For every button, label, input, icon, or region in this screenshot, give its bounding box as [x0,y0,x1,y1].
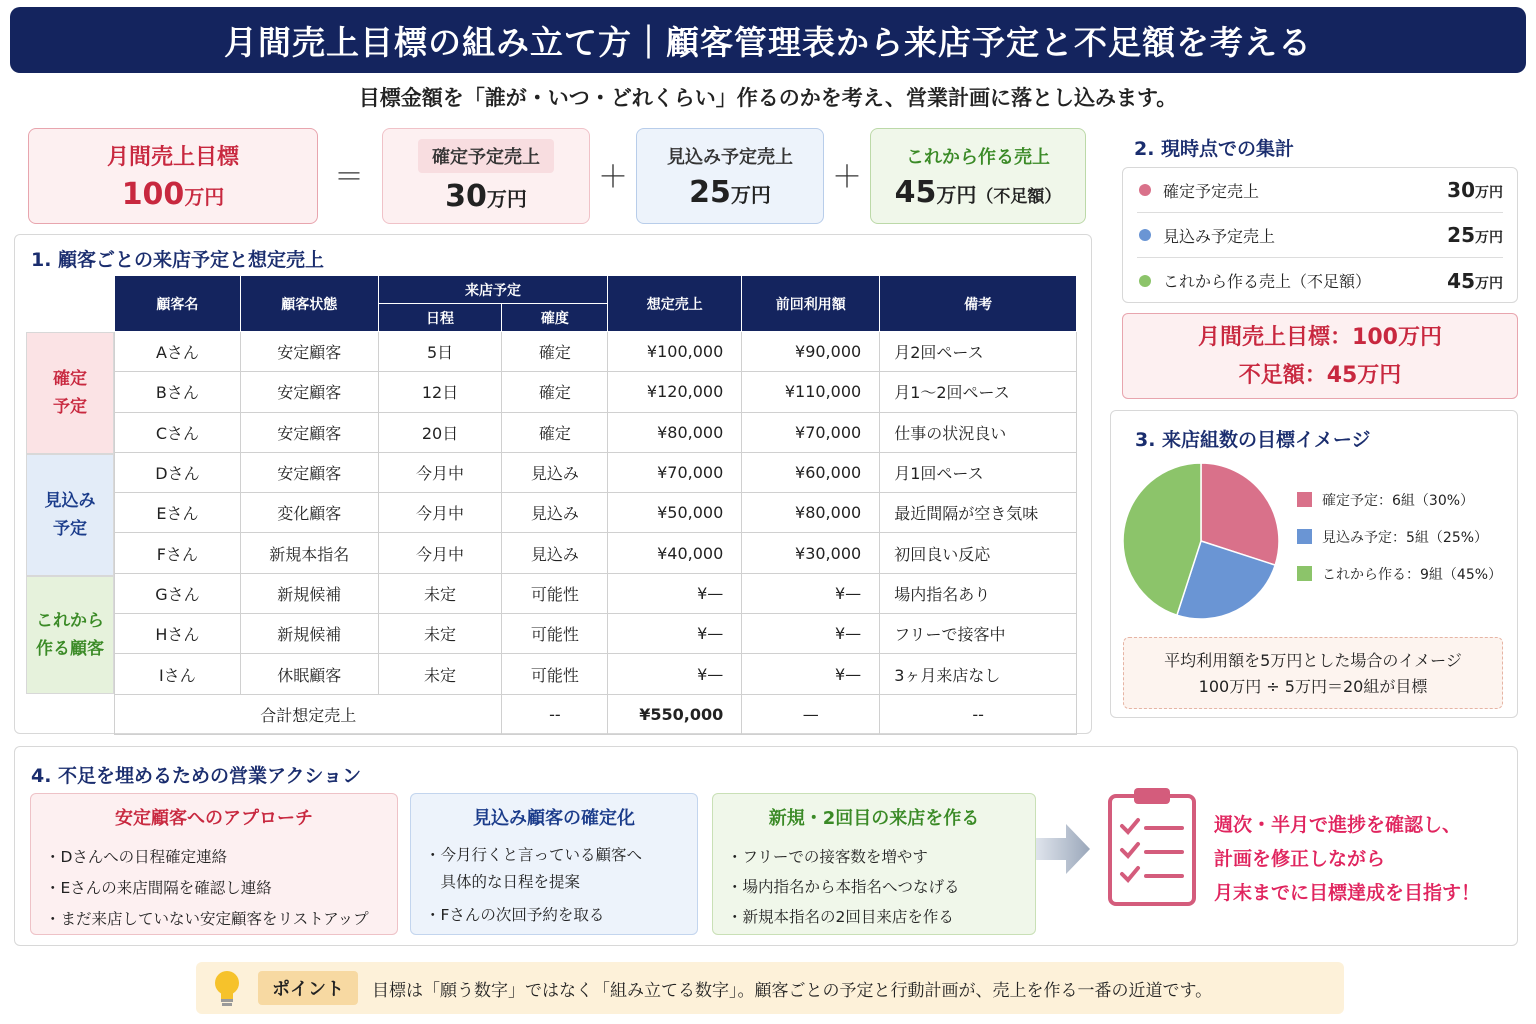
cell-last: ¥70,000 [742,412,880,452]
cell-certainty: 可能性 [502,614,608,654]
action-card-new [712,793,1036,935]
legend-item [1297,481,1502,518]
legend-swatch [1297,566,1312,581]
cell-name: Bさん [115,372,241,412]
cell-sales: ¥— [608,573,742,613]
cell-status: 安定顧客 [240,452,378,492]
cell-name: Aさん [115,332,241,372]
cell-last: ¥90,000 [742,332,880,372]
table-row [115,493,1077,533]
cell-last: ¥30,000 [742,533,880,573]
cell-name: Dさん [115,452,241,492]
pie-chart [1121,461,1281,621]
summary-panel [1122,167,1518,303]
total-last: — [742,694,880,734]
action-item: 具体的な日程を提案 [425,873,581,891]
section3-title: 3. 来店組数の目標イメージ [1135,429,1371,451]
closing-message [1214,808,1480,910]
table-row [115,573,1077,613]
cell-date: 未定 [378,573,502,613]
legend-swatch [1297,529,1312,544]
cell-name: Hさん [115,614,241,654]
cell-certainty: 可能性 [502,573,608,613]
cell-name: Eさん [115,493,241,533]
summary-label: 確定予定売上 [1163,181,1260,201]
cell-date: 20日 [378,412,502,452]
cell-certainty: 確定 [502,332,608,372]
cell-date: 未定 [378,654,502,694]
cell-last: ¥80,000 [742,493,880,533]
section1-title: 1. 顧客ごとの来店予定と想定売上 [31,249,325,271]
cell-status: 新規候補 [240,614,378,654]
cell-date: 5日 [378,332,502,372]
action-card-expected [410,793,698,935]
action-item: ・Eさんの来店間隔を確認し連絡 [45,879,272,897]
equals-sign: ＝ [334,160,364,195]
table-row [115,533,1077,573]
summary-row [1137,258,1503,303]
table-row [115,412,1077,452]
cell-sales: ¥100,000 [608,332,742,372]
table-row [115,654,1077,694]
cell-status: 変化顧客 [240,493,378,533]
summary-value: 30万円 [1447,178,1503,202]
confirmed-value: 30万円 [445,178,527,214]
summary-row [1137,213,1503,258]
legend-label: これから作る：9組（45%） [1322,566,1503,583]
action-item: ・今月行くと言っている顧客へ [425,846,643,864]
summary-dot [1139,275,1151,287]
header-last: 前回利用額 [742,276,880,332]
cell-certainty: 見込み [502,533,608,573]
cell-sales: ¥50,000 [608,493,742,533]
pie-legend [1297,481,1502,592]
page-title: 月間売上目標の組み立て方｜顧客管理表から来店予定と不足額を考える [10,7,1526,73]
average-note-line1: 平均利用額を5万円とした場合のイメージ [1164,651,1462,670]
visit-goal-panel [1110,410,1518,718]
cell-last: ¥— [742,573,880,613]
tip-text: 目標は「願う数字」ではなく「組み立てる数字」。顧客ごとの予定と行動計画が、売上を作る一番の近道です。 [372,980,1213,1001]
plus-sign-1: ＋ [598,160,628,195]
group-future: これから 作る顧客 [26,576,114,694]
legend-item [1297,555,1502,592]
action-item: ・場内指名から本指名へつなげる [727,878,960,896]
legend-item [1297,518,1502,555]
total-row [115,694,1077,734]
summary-label: これから作る売上（不足額） [1163,272,1372,291]
tip-bar [196,962,1344,1014]
cell-status: 安定顧客 [240,412,378,452]
future-value: 45万円（不足額） [894,174,1062,210]
legend-label: 見込み予定：5組（25%） [1322,529,1489,546]
cell-certainty: 見込み [502,493,608,533]
cell-status: 新規本指名 [240,533,378,573]
tip-badge: ポイント [258,971,358,1005]
summary-dot [1139,184,1151,196]
cell-certainty: 確定 [502,412,608,452]
cell-last: ¥110,000 [742,372,880,412]
cell-note: 月1〜2回ペース [880,372,1077,412]
cell-date: 今月中 [378,533,502,573]
summary-row [1137,168,1503,213]
action-card-heading: 見込み顧客の確定化 [473,808,635,829]
group-expected: 見込み 予定 [26,454,114,576]
table-row [115,372,1077,412]
closing-line: 週次・半月で進捗を確認し、 [1214,814,1462,836]
summary-value: 25万円 [1447,223,1503,247]
arrow-right-icon [1036,822,1092,876]
cell-certainty: 確定 [502,372,608,412]
table-row [115,614,1077,654]
total-certainty: -- [502,694,608,734]
table-row [115,452,1077,492]
section2-title: 2. 現時点での集計 [1134,138,1295,160]
action-card-heading: 新規・2回目の来店を作る [768,808,980,829]
cell-note: 場内指名あり [880,573,1077,613]
cell-sales: ¥70,000 [608,452,742,492]
action-item: ・Dさんへの日程確定連絡 [45,848,228,866]
lightbulb-icon [210,968,244,1008]
cell-date: 今月中 [378,452,502,492]
action-card-heading: 安定顧客へのアプローチ [115,808,313,829]
confirmed-box [382,128,590,224]
summary-label: 見込み予定売上 [1163,226,1276,246]
action-card-stable [30,793,398,935]
cell-status: 安定顧客 [240,372,378,412]
target-shortfall-box [1122,313,1518,399]
summary-value: 45万円 [1447,268,1503,293]
action-item: ・まだ来店していない安定顧客をリストアップ [45,910,369,928]
shortfall-line: 不足額：45万円 [1238,363,1402,388]
cell-note: 最近間隔が空き気味 [880,493,1077,533]
header-sales: 想定売上 [608,276,742,332]
table-row [115,332,1077,372]
cell-date: 12日 [378,372,502,412]
cell-note: フリーで接客中 [880,614,1077,654]
header-date: 日程 [378,304,502,332]
expected-box [636,128,824,224]
cell-last: ¥60,000 [742,452,880,492]
cell-note: 仕事の状況良い [880,412,1077,452]
cell-date: 今月中 [378,493,502,533]
cell-name: Cさん [115,412,241,452]
cell-certainty: 可能性 [502,654,608,694]
cell-name: Fさん [115,533,241,573]
cell-certainty: 見込み [502,452,608,492]
closing-line: 計画を修正しながら [1214,848,1386,870]
legend-label: 確定予定：6組（30%） [1322,492,1475,509]
header-certainty: 確度 [502,304,608,332]
action-item: ・新規本指名の2回目来店を作る [727,908,954,926]
cell-name: Gさん [115,573,241,613]
section4-title: 4. 不足を埋めるための営業アクション [31,765,362,787]
total-note: -- [880,694,1077,734]
plus-sign-2: ＋ [832,160,862,195]
future-label: これから作る売上 [906,146,1050,168]
legend-swatch [1297,492,1312,507]
target-label: 月間売上目標 [106,145,239,170]
cell-status: 新規候補 [240,573,378,613]
expected-label: 見込み予定売上 [667,146,793,168]
cell-sales: ¥120,000 [608,372,742,412]
page-subtitle: 目標金額を「誰が・いつ・どれくらい」作るのかを考え、営業計画に落とし込みます。 [358,86,1178,110]
average-note-box [1123,637,1503,709]
cell-note: 初回良い反応 [880,533,1077,573]
cell-note: 月2回ペース [880,332,1077,372]
cell-last: ¥— [742,614,880,654]
cell-last: ¥— [742,654,880,694]
cell-note: 月1回ペース [880,452,1077,492]
header-name: 顧客名 [115,276,241,332]
target-box [28,128,318,224]
cell-status: 休眠顧客 [240,654,378,694]
confirmed-label: 確定予定売上 [418,139,554,173]
target-value: 100万円 [121,177,225,212]
header-note: 備考 [880,276,1077,332]
target-line: 月間売上目標：100万円 [1198,325,1442,350]
cell-sales: ¥— [608,654,742,694]
cell-sales: ¥40,000 [608,533,742,573]
future-box [870,128,1086,224]
cell-sales: ¥80,000 [608,412,742,452]
cell-sales: ¥— [608,614,742,654]
closing-line: 月末までに目標達成を目指す！ [1214,882,1481,904]
checklist-clipboard-icon [1106,784,1198,908]
total-label: 合計想定売上 [115,694,502,734]
customer-table [114,275,1077,735]
expected-value: 25万円 [689,174,771,210]
cell-note: 3ヶ月来店なし [880,654,1077,694]
header-status: 顧客状態 [240,276,378,332]
cell-date: 未定 [378,614,502,654]
total-sales: ¥550,000 [608,694,742,734]
action-item: ・Fさんの次回予約を取る [425,906,605,924]
average-note-line2: 100万円 ÷ 5万円＝20組が目標 [1198,677,1428,696]
cell-name: Iさん [115,654,241,694]
header-visit: 来店予定 [378,276,608,304]
cell-status: 安定顧客 [240,332,378,372]
summary-dot [1139,229,1151,241]
action-item: ・フリーでの接客数を増やす [727,848,928,866]
group-confirmed: 確定 予定 [26,332,114,454]
